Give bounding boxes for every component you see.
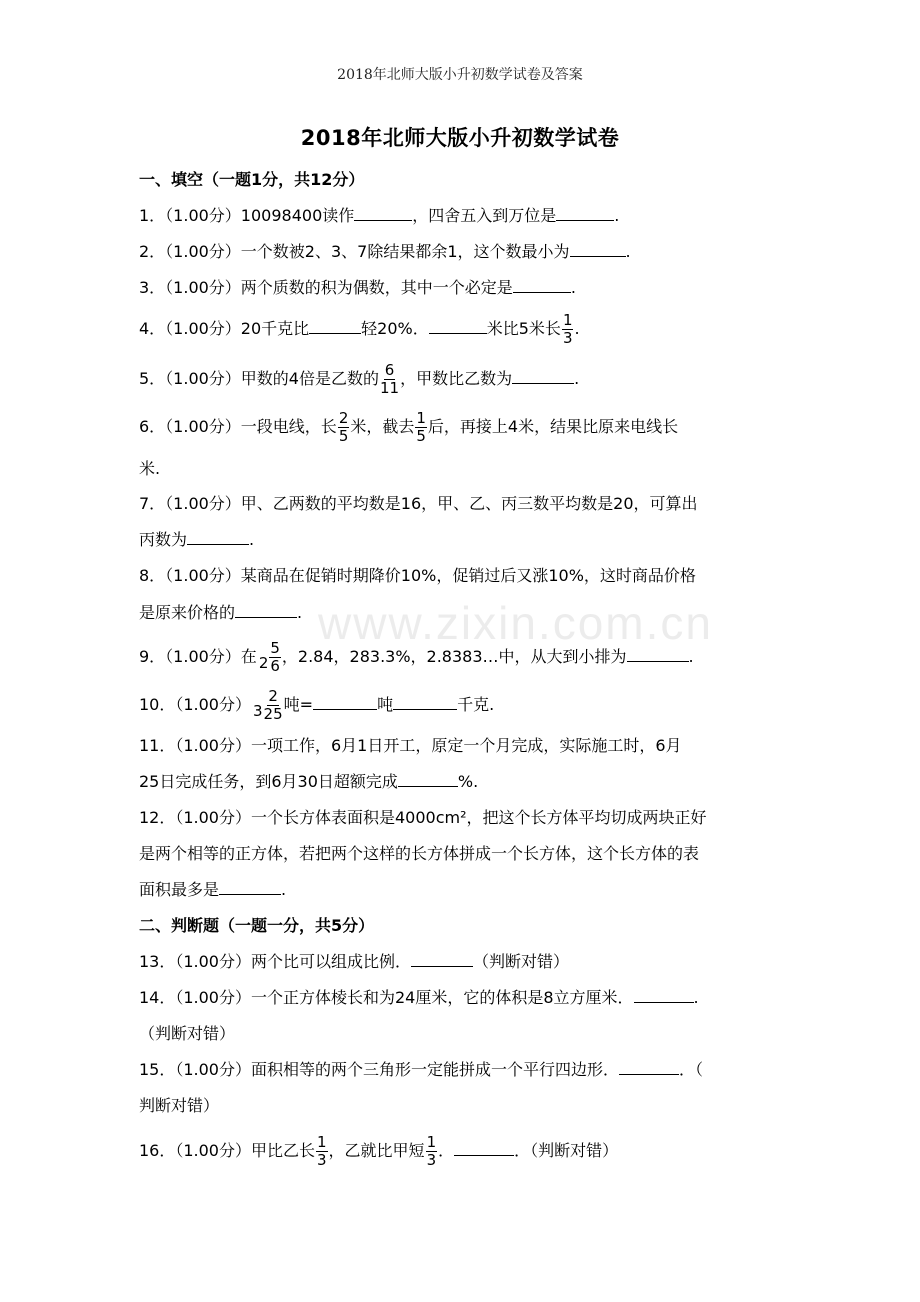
question-15-line-2: 判断对错） <box>139 1096 220 1115</box>
section-fill-in: 一、填空（一题1分，共12分） <box>139 170 365 189</box>
answer-blank[interactable] <box>309 317 361 334</box>
answer-blank[interactable] <box>556 204 614 221</box>
answer-blank[interactable] <box>398 770 458 787</box>
answer-blank[interactable] <box>411 950 473 967</box>
fraction: $\frac{1}{3}$ <box>562 311 573 347</box>
question-10: 10．（1.00分） 3 $\frac{2}{25}$ 吨= 吨 千克. <box>139 687 495 723</box>
question-3: 3．（1.00分）两个质数的积为偶数，其中一个必定是 . <box>139 278 576 297</box>
answer-blank[interactable] <box>512 367 574 384</box>
answer-blank[interactable] <box>454 1139 514 1156</box>
fraction: $\frac{1}{3}$ <box>317 1133 327 1169</box>
question-9: 9．（1.00分）在 2 $\frac{5}{6}$ ，2.84，283.3%，2.8383…中，从大到小排为 . <box>139 639 694 675</box>
watermark: www.zixin.com.cn <box>318 597 713 649</box>
question-6: 6．（1.00分）一段电线，长 $\frac{2}{5}$ 米，截去 $\frac{1}{5}$ 后，再接上4米，结果比原来电线长 <box>139 409 679 445</box>
page-title: 2018年北师大版小升初数学试卷 <box>300 126 620 150</box>
answer-blank[interactable] <box>634 986 694 1003</box>
question-7: 7．（1.00分）甲、乙两数的平均数是16，甲、乙、丙三数平均数是20，可算出 <box>139 494 698 513</box>
question-15: 15．（1.00分）面积相等的两个三角形一定能拼成一个平行四边形． ．（ <box>139 1060 704 1079</box>
question-16: 16．（1.00分）甲比乙长 $\frac{1}{3}$ ，乙就比甲短 $\frac{1}{3}$ ． ．（判断对错） <box>139 1133 619 1169</box>
answer-blank[interactable] <box>354 204 412 221</box>
page-header: 2018年北师大版小升初数学试卷及答案 <box>337 67 583 83</box>
fraction: $\frac{1}{5}$ <box>416 409 426 445</box>
answer-blank[interactable] <box>235 601 297 618</box>
section-true-false: 二、判断题（一题一分，共5分） <box>139 916 375 935</box>
question-12-line-2: 是两个相等的正方体，若把两个这样的长方体拼成一个长方体，这个长方体的表 <box>139 844 700 863</box>
question-8-line-2: 是原来价格的 . <box>139 603 303 622</box>
question-8: 8．（1.00分）某商品在促销时期降价10%，促销过后又涨10%，这时商品价格 <box>139 566 696 585</box>
question-11-line-2: 25日完成任务，到6月30日超额完成 %. <box>139 772 479 791</box>
question-13: 13．（1.00分）两个比可以组成比例． （判断对错） <box>139 952 570 971</box>
fraction: $\frac{6}{11}$ <box>380 361 400 397</box>
question-6-line-2: 米. <box>139 459 161 478</box>
answer-blank[interactable] <box>570 240 626 257</box>
question-7-line-2: 丙数为 . <box>139 530 255 549</box>
answer-blank[interactable] <box>429 317 487 334</box>
question-14-line-2: （判断对错） <box>139 1024 236 1043</box>
question-14: 14．（1.00分）一个正方体棱长和为24厘米，它的体积是8立方厘米． . <box>139 988 699 1007</box>
answer-blank[interactable] <box>393 693 457 710</box>
fraction: $\frac{2}{5}$ <box>338 409 349 445</box>
question-4: 4．（1.00分）20千克比 轻20%． 米比5米长 $\frac{1}{3}$ . <box>139 311 580 347</box>
question-1: 1．（1.00分）10098400读作 ，四舍五入到万位是 . <box>139 206 620 225</box>
answer-blank[interactable] <box>627 645 689 662</box>
answer-blank[interactable] <box>313 693 377 710</box>
fraction: $\frac{2}{25}$ <box>263 687 283 723</box>
answer-blank[interactable] <box>187 528 249 545</box>
question-12-line-3: 面积最多是 . <box>139 880 287 899</box>
answer-blank[interactable] <box>619 1058 679 1075</box>
fraction: $\frac{5}{6}$ <box>270 639 280 675</box>
question-12: 12．（1.00分）一个长方体表面积是4000cm²，把这个长方体平均切成两块正好 <box>139 808 707 827</box>
answer-blank[interactable] <box>513 276 571 293</box>
question-5: 5．（1.00分）甲数的4倍是乙数的 $\frac{6}{11}$ ，甲数比乙数为 . <box>139 361 580 397</box>
fraction: $\frac{1}{3}$ <box>426 1133 437 1169</box>
question-2: 2．（1.00分）一个数被2、3、7除结果都余1，这个数最小为 . <box>139 242 631 261</box>
question-11: 11．（1.00分）一项工作，6月1日开工，原定一个月完成，实际施工时，6月 <box>139 736 682 755</box>
answer-blank[interactable] <box>219 878 281 895</box>
